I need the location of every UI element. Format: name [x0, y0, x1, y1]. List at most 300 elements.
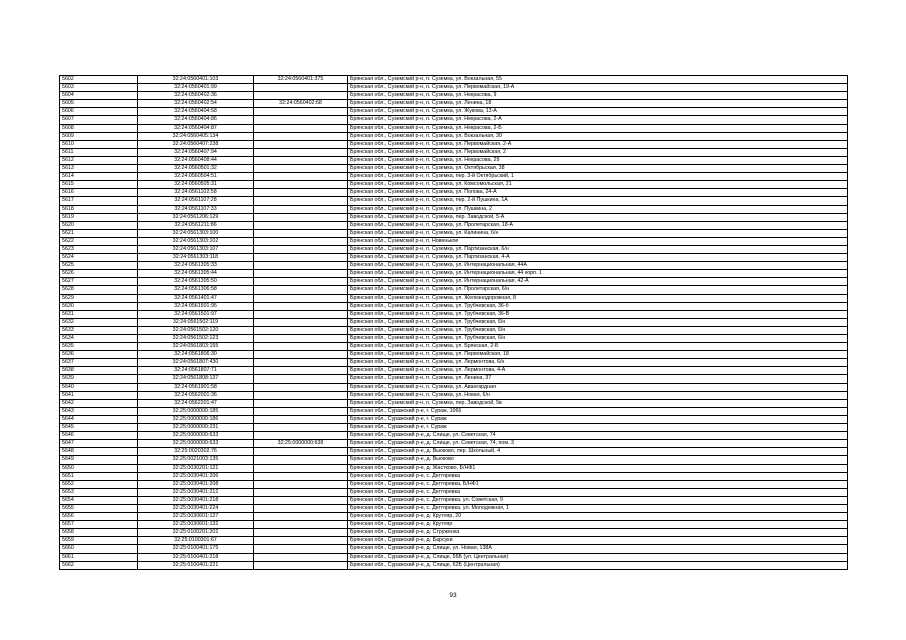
address-cell: Брянская обл., Суземский р-н, п. Суземка, ул. Пушкина, 2: [348, 205, 848, 213]
address-cell: Брянская обл., Суражский р-н, д. Слище, ул. Новая, 138А: [348, 545, 848, 553]
cadastral-number-cell: 32:24:0560402:36: [138, 92, 254, 100]
cadastral-number-cell: 32:25:0021003:135: [138, 456, 254, 464]
table-row: [60, 432, 848, 440]
cadastral-number-cell: 32:25:0030401:208: [138, 480, 254, 488]
table-row: [60, 415, 848, 423]
row-number-cell: 5635: [60, 343, 138, 351]
previous-number-cell: [254, 359, 348, 367]
table-row: [60, 343, 848, 351]
address-cell: Брянская обл., Суражский р-н, д. Слище, ул. Советская, 74: [348, 432, 848, 440]
cadastral-number-cell: 32:24:0560401:99: [138, 84, 254, 92]
row-number-cell: 5658: [60, 529, 138, 537]
address-cell: Брянская обл., Суземский р-н, п. Суземка, ул. Брянская, 2-Б: [348, 343, 848, 351]
row-number-cell: 5627: [60, 278, 138, 286]
cadastral-number-cell: 32:25:0100201:202: [138, 529, 254, 537]
cadastral-number-cell: 32:25:0030401:206: [138, 472, 254, 480]
address-cell: Брянская обл., Суражский р-н, д. Крутояр, 20: [348, 513, 848, 521]
table-row: [60, 480, 848, 488]
cadastral-number-cell: 32:25:0030601:127: [138, 513, 254, 521]
address-cell: Брянская обл., Суземский р-н, п. Суземка, ул. Некрасова, 2-А: [348, 116, 848, 124]
previous-number-cell: [254, 432, 348, 440]
cadastral-number-cell: 32:24:0561808:137: [138, 375, 254, 383]
table-row: [60, 561, 848, 569]
address-cell: Брянская обл., Суземский р-н, п. Суземка, ул. Трубчевская, 36-В: [348, 310, 848, 318]
cadastral-number-cell: 32:24:0561305:50: [138, 278, 254, 286]
address-cell: Брянская обл., Суражский р-н, д. Слище, ул. Советская, 74, пом. 3: [348, 440, 848, 448]
cadastral-number-cell: 32:24:0561803:155: [138, 343, 254, 351]
row-number-cell: 5602: [60, 76, 138, 84]
previous-number-cell: 32:24:0560402:68: [254, 100, 348, 108]
cadastral-number-cell: 32:25:0000000:633: [138, 440, 254, 448]
cadastral-number-cell: 32:24:0561807:71: [138, 367, 254, 375]
previous-number-cell: [254, 318, 348, 326]
address-cell: Брянская обл., Суземский р-н, п. Суземка, ул. Октябрьская, 38: [348, 165, 848, 173]
table-row: [60, 391, 848, 399]
previous-number-cell: [254, 229, 348, 237]
cadastral-number-cell: 32:24:0561401:47: [138, 294, 254, 302]
row-number-cell: 5647: [60, 440, 138, 448]
cadastral-number-cell: 32:24:0561807:430: [138, 359, 254, 367]
address-cell: Брянская обл., Суражский р-н, с. Дегтяревка, ул. Молодежная, 1: [348, 504, 848, 512]
row-number-cell: 5660: [60, 545, 138, 553]
previous-number-cell: [254, 472, 348, 480]
cadastral-number-cell: 32:24:0560404:58: [138, 108, 254, 116]
row-number-cell: 5632: [60, 318, 138, 326]
table-row: [60, 383, 848, 391]
previous-number-cell: [254, 116, 348, 124]
row-number-cell: 5642: [60, 399, 138, 407]
cadastral-number-cell: 32:24:0561206:129: [138, 213, 254, 221]
previous-number-cell: [254, 383, 348, 391]
address-cell: Брянская обл., Суражский р-н, д. Крутояр: [348, 521, 848, 529]
table-row: [60, 286, 848, 294]
row-number-cell: 5644: [60, 415, 138, 423]
table-row: [60, 84, 848, 92]
cadastral-number-cell: 32:24:0562201:47: [138, 399, 254, 407]
row-number-cell: 5662: [60, 561, 138, 569]
row-number-cell: 5626: [60, 270, 138, 278]
previous-number-cell: [254, 92, 348, 100]
row-number-cell: 5648: [60, 448, 138, 456]
row-number-cell: 5621: [60, 229, 138, 237]
cadastral-number-cell: 32:24:0561107:33: [138, 205, 254, 213]
previous-number-cell: [254, 424, 348, 432]
previous-number-cell: [254, 245, 348, 253]
table-row: [60, 537, 848, 545]
address-cell: Брянская обл., Суземский р-н, п. Суземка, ул. Новая, 6/н: [348, 391, 848, 399]
address-cell: Брянская обл., Суражский р-н, с. Дегтяревка: [348, 472, 848, 480]
previous-number-cell: [254, 173, 348, 181]
cadastral-number-cell: 32:24:0561502:123: [138, 335, 254, 343]
cadastral-number-cell: 32:25:0000000:231: [138, 424, 254, 432]
table-row: [60, 100, 848, 108]
address-cell: Брянская обл., Суземский р-н, п. Новенькое: [348, 237, 848, 245]
row-number-cell: 5661: [60, 553, 138, 561]
row-number-cell: 5622: [60, 237, 138, 245]
row-number-cell: 5656: [60, 513, 138, 521]
row-number-cell: 5639: [60, 375, 138, 383]
address-cell: Брянская обл., Суземский р-н, п. Суземка, ул. Некрасова, 29: [348, 156, 848, 164]
address-cell: Брянская обл., Суражский р-н, д. Жастково, Б/НФ1: [348, 464, 848, 472]
table-row: [60, 173, 848, 181]
cadastral-number-cell: 32:24:0561303:102: [138, 237, 254, 245]
row-number-cell: 5630: [60, 302, 138, 310]
row-number-cell: 5631: [60, 310, 138, 318]
table-row: [60, 375, 848, 383]
cadastral-number-cell: 32:24:0561901:58: [138, 383, 254, 391]
previous-number-cell: [254, 335, 348, 343]
previous-number-cell: [254, 513, 348, 521]
row-number-cell: 5638: [60, 367, 138, 375]
table-row: [60, 553, 848, 561]
previous-number-cell: [254, 407, 348, 415]
previous-number-cell: [254, 537, 348, 545]
cadastral-number-cell: 32:24:0561306:58: [138, 286, 254, 294]
address-cell: Брянская обл., Суземский р-н, п. Суземка, ул. Пролетарская, 6/н: [348, 286, 848, 294]
page-number: 93: [449, 592, 457, 599]
address-cell: Брянская обл., Суземский р-н, п. Суземка, ул. Лермонтова, 4-А: [348, 367, 848, 375]
row-number-cell: 5634: [60, 335, 138, 343]
cadastral-number-cell: 32:24:0561303:100: [138, 229, 254, 237]
address-cell: Брянская обл., Суземский р-н, п. Суземка, ул. Трубчевская, 6/н: [348, 318, 848, 326]
table-row: [60, 310, 848, 318]
previous-number-cell: [254, 310, 348, 318]
row-number-cell: 5628: [60, 286, 138, 294]
previous-number-cell: [254, 391, 348, 399]
table-row: [60, 156, 848, 164]
table-row: [60, 205, 848, 213]
table-row: [60, 124, 848, 132]
row-number-cell: 5655: [60, 504, 138, 512]
previous-number-cell: [254, 545, 348, 553]
row-number-cell: 5643: [60, 407, 138, 415]
cadastral-number-cell: 32:24:0560402:54: [138, 100, 254, 108]
previous-number-cell: [254, 375, 348, 383]
cadastral-number-cell: 32:25:0030401:224: [138, 504, 254, 512]
row-number-cell: 5619: [60, 213, 138, 221]
table-row: [60, 197, 848, 205]
row-number-cell: 5618: [60, 205, 138, 213]
address-cell: Брянская обл., Суражский р-н, с. Дегтяревка, Б/НФ1: [348, 480, 848, 488]
row-number-cell: 5606: [60, 108, 138, 116]
table-row: [60, 245, 848, 253]
table-row: [60, 488, 848, 496]
previous-number-cell: [254, 399, 348, 407]
previous-number-cell: [254, 189, 348, 197]
previous-number-cell: [254, 448, 348, 456]
previous-number-cell: 32:25:0000000:638: [254, 440, 348, 448]
row-number-cell: 5608: [60, 124, 138, 132]
address-cell: Брянская обл., Суземский р-н, п. Суземка, ул. Первомайская, 2: [348, 148, 848, 156]
address-cell: Брянская обл., Суземский р-н, п. Суземка, ул. Интернациональная, 44А: [348, 262, 848, 270]
row-number-cell: 5603: [60, 84, 138, 92]
address-cell: Брянская обл., Суземский р-н, п. Суземка, ул. Жукова, 13-А: [348, 108, 848, 116]
cadastral-number-cell: 32:24:0560408:44: [138, 156, 254, 164]
address-cell: Брянская обл., Суземский р-н, п. Суземка, пер. Заводской, 5в: [348, 399, 848, 407]
address-cell: Брянская обл., Суземский р-н, п. Суземка, ул. Железнодорожная, 8: [348, 294, 848, 302]
table-row: [60, 359, 848, 367]
address-cell: Брянская обл., Суражский р-н, с. Дегтяревка: [348, 488, 848, 496]
table-row: [60, 294, 848, 302]
table-row: [60, 326, 848, 334]
cadastral-number-cell: 32:25:0000000:185: [138, 407, 254, 415]
cadastral-number-cell: 32:24:0561211:86: [138, 221, 254, 229]
cadastral-number-cell: 32:25:0030201:121: [138, 464, 254, 472]
previous-number-cell: [254, 213, 348, 221]
cadastral-number-cell: 32:24:0561806:30: [138, 351, 254, 359]
address-cell: Брянская обл., Суземский р-н, п. Суземка, пер. Заводской, 5-А: [348, 213, 848, 221]
address-cell: Брянская обл., Суземский р-н, п. Суземка, ул. Пролетарская, 18-А: [348, 221, 848, 229]
previous-number-cell: [254, 553, 348, 561]
previous-number-cell: [254, 496, 348, 504]
previous-number-cell: [254, 367, 348, 375]
table-row: [60, 521, 848, 529]
previous-number-cell: [254, 132, 348, 140]
address-cell: Брянская обл., Суземский р-н, п. Суземка, ул. Трубчевская, 36-б: [348, 302, 848, 310]
table-row: [60, 76, 848, 84]
row-number-cell: 5629: [60, 294, 138, 302]
row-number-cell: 5641: [60, 391, 138, 399]
row-number-cell: 5620: [60, 221, 138, 229]
table-row: [60, 529, 848, 537]
address-cell: Брянская обл., Суземский р-н, п. Суземка, ул. Первомайская, 2-А: [348, 140, 848, 148]
table-row: [60, 165, 848, 173]
table-row: [60, 424, 848, 432]
table-row: [60, 448, 848, 456]
cadastral-number-cell: 32:25:0100301:67: [138, 537, 254, 545]
table-row: [60, 278, 848, 286]
table-row: [60, 262, 848, 270]
address-cell: Брянская обл., Суземский р-н, п. Суземка, ул. Трубчевская, 6/н: [348, 335, 848, 343]
table-row: [60, 213, 848, 221]
cadastral-number-cell: 32:24:0560504:51: [138, 173, 254, 181]
previous-number-cell: [254, 148, 348, 156]
address-cell: Брянская обл., Суземский р-н, п. Суземка, ул. Первомайская, 18: [348, 351, 848, 359]
previous-number-cell: [254, 237, 348, 245]
previous-number-cell: [254, 294, 348, 302]
table-row: [60, 140, 848, 148]
address-cell: Брянская обл., Суземский р-н, п. Суземка, ул. Попова, 24-А: [348, 189, 848, 197]
previous-number-cell: [254, 464, 348, 472]
row-number-cell: 5625: [60, 262, 138, 270]
previous-number-cell: [254, 415, 348, 423]
address-cell: Брянская обл., Суражский р-н, г. Сураж: [348, 424, 848, 432]
cadastral-number-cell: 32:24:0561501:97: [138, 310, 254, 318]
table-row: [60, 229, 848, 237]
previous-number-cell: [254, 561, 348, 569]
table-row: [60, 270, 848, 278]
row-number-cell: 5640: [60, 383, 138, 391]
cadastral-number-cell: 32:24:0561102:58: [138, 189, 254, 197]
table-row: [60, 504, 848, 512]
table-row: [60, 221, 848, 229]
row-number-cell: 5633: [60, 326, 138, 334]
previous-number-cell: 32:24:0560401:375: [254, 76, 348, 84]
address-cell: Брянская обл., Суземский р-н, п. Суземка, ул. Лермонтова, 6/н: [348, 359, 848, 367]
previous-number-cell: [254, 84, 348, 92]
previous-number-cell: [254, 140, 348, 148]
row-number-cell: 5650: [60, 464, 138, 472]
row-number-cell: 5645: [60, 424, 138, 432]
row-number-cell: 5610: [60, 140, 138, 148]
address-cell: Брянская обл., Суражский р-н, д. Вьюково, пер. Школьный, 4: [348, 448, 848, 456]
cadastral-number-cell: 32:24:0562001:36: [138, 391, 254, 399]
row-number-cell: 5617: [60, 197, 138, 205]
previous-number-cell: [254, 124, 348, 132]
previous-number-cell: [254, 286, 348, 294]
address-cell: Брянская обл., Суземский р-н, п. Суземка, ул. Авангардная: [348, 383, 848, 391]
registry-table-body: [60, 76, 848, 570]
previous-number-cell: [254, 343, 348, 351]
address-cell: Брянская обл., Суземский р-н, п. Суземка, пер. 2-й Пушкина, 1А: [348, 197, 848, 205]
previous-number-cell: [254, 205, 348, 213]
cadastral-number-cell: 32:24:0560501:32: [138, 165, 254, 173]
table-row: [60, 351, 848, 359]
cadastral-number-cell: 32:24:0560405:134: [138, 132, 254, 140]
table-row: [60, 472, 848, 480]
cadastral-number-cell: 32:24:0561502:119: [138, 318, 254, 326]
table-row: [60, 108, 848, 116]
address-cell: Брянская обл., Суземский р-н, п. Суземка, ул. Некрасова, 2-Б: [348, 124, 848, 132]
address-cell: Брянская обл., Суражский р-н, д. Слище, 62Б (Центральная): [348, 561, 848, 569]
cadastral-number-cell: 32:24:0560404:86: [138, 116, 254, 124]
previous-number-cell: [254, 270, 348, 278]
row-number-cell: 5614: [60, 173, 138, 181]
row-number-cell: 5637: [60, 359, 138, 367]
table-row: [60, 237, 848, 245]
cadastral-number-cell: 32:24:0560505:31: [138, 181, 254, 189]
address-cell: Брянская обл., Суражский р-н, д. Барсуки: [348, 537, 848, 545]
address-cell: Брянская обл., Суземский р-н, п. Суземка, ул. Ленина, 37: [348, 375, 848, 383]
row-number-cell: 5654: [60, 496, 138, 504]
cadastral-number-cell: 32:25:0100401:175: [138, 545, 254, 553]
address-cell: Брянская обл., Суземский р-н, п. Суземка, ул. Ленина, 18: [348, 100, 848, 108]
row-number-cell: 5646: [60, 432, 138, 440]
previous-number-cell: [254, 165, 348, 173]
previous-number-cell: [254, 480, 348, 488]
table-row: [60, 92, 848, 100]
table-row: [60, 513, 848, 521]
row-number-cell: 5613: [60, 165, 138, 173]
previous-number-cell: [254, 181, 348, 189]
address-cell: Брянская обл., Суземский р-н, п. Суземка, ул. Партизанская, 4-А: [348, 254, 848, 262]
previous-number-cell: [254, 504, 348, 512]
row-number-cell: 5615: [60, 181, 138, 189]
address-cell: Брянская обл., Суражский р-н, д. Струженка: [348, 529, 848, 537]
cadastral-number-cell: 32:24:0561502:120: [138, 326, 254, 334]
row-number-cell: 5607: [60, 116, 138, 124]
table-row: [60, 189, 848, 197]
address-cell: Брянская обл., Суражский р-н, д. Слище, 56Б (ул. Центральная): [348, 553, 848, 561]
row-number-cell: 5609: [60, 132, 138, 140]
table-row: [60, 367, 848, 375]
previous-number-cell: [254, 488, 348, 496]
address-cell: Брянская обл., Суражский р-н, г. Сураж: [348, 415, 848, 423]
address-cell: Брянская обл., Суземский р-н, п. Суземка, ул. Партизанская, 6/н: [348, 245, 848, 253]
cadastral-number-cell: 32:25:0030401:212: [138, 488, 254, 496]
cadastral-number-cell: 32:25:0100401:218: [138, 553, 254, 561]
address-cell: Брянская обл., Суземский р-н, п. Суземка, ул. Интернациональная, 44 корп. 1: [348, 270, 848, 278]
table-row: [60, 181, 848, 189]
cadastral-number-cell: 32:25:0000000:633: [138, 432, 254, 440]
table-row: [60, 399, 848, 407]
row-number-cell: 5652: [60, 480, 138, 488]
table-row: [60, 464, 848, 472]
row-number-cell: 5657: [60, 521, 138, 529]
table-row: [60, 440, 848, 448]
row-number-cell: 5651: [60, 472, 138, 480]
row-number-cell: 5611: [60, 148, 138, 156]
address-cell: Брянская обл., Суземский р-н, п. Суземка, ул. Интернациональная, 42-А: [348, 278, 848, 286]
row-number-cell: 5624: [60, 254, 138, 262]
address-cell: Брянская обл., Суражский р-н, д. Вьюково: [348, 456, 848, 464]
cadastral-number-cell: 32:25:0100401:221: [138, 561, 254, 569]
cadastral-number-cell: 32:24:0560401:103: [138, 76, 254, 84]
table-row: [60, 407, 848, 415]
cadastral-number-cell: 32:25:0030601:132: [138, 521, 254, 529]
previous-number-cell: [254, 254, 348, 262]
previous-number-cell: [254, 197, 348, 205]
table-row: [60, 116, 848, 124]
address-cell: Брянская обл., Суражский р-н, с. Дегтяревка, ул. Советская, 9: [348, 496, 848, 504]
cadastral-number-cell: 32:24:0560407:238: [138, 140, 254, 148]
previous-number-cell: [254, 351, 348, 359]
table-row: [60, 132, 848, 140]
cadastral-number-cell: 32:25:0030401:218: [138, 496, 254, 504]
cadastral-number-cell: 32:24:0561305:44: [138, 270, 254, 278]
address-cell: Брянская обл., Суземский р-н, п. Суземка, пер. 3-й Октябрьский, 1: [348, 173, 848, 181]
row-number-cell: 5616: [60, 189, 138, 197]
row-number-cell: 5612: [60, 156, 138, 164]
address-cell: Брянская обл., Суземский р-н, п. Суземка, ул. Первомайская, 19-А: [348, 84, 848, 92]
address-cell: Брянская обл., Суземский р-н, п. Суземка, ул. Трубчевская, 6/н: [348, 326, 848, 334]
previous-number-cell: [254, 521, 348, 529]
row-number-cell: 5605: [60, 100, 138, 108]
address-cell: Брянская обл., Суземский р-н, п. Суземка, ул. Калинина, 6/н: [348, 229, 848, 237]
address-cell: Брянская обл., Суземский р-н, п. Суземка, ул. Вокзальная, 30: [348, 132, 848, 140]
registry-sheet: [59, 75, 847, 570]
address-cell: Брянская обл., Суземский р-н, п. Суземка, ул. Вокзальная, 55: [348, 76, 848, 84]
row-number-cell: 5659: [60, 537, 138, 545]
cadastral-number-cell: 32:24:0560404:87: [138, 124, 254, 132]
row-number-cell: 5623: [60, 245, 138, 253]
previous-number-cell: [254, 529, 348, 537]
table-row: [60, 254, 848, 262]
table-row: [60, 318, 848, 326]
registry-table: [59, 75, 848, 570]
table-row: [60, 335, 848, 343]
previous-number-cell: [254, 262, 348, 270]
cadastral-number-cell: 32:25:0000000:186: [138, 415, 254, 423]
cadastral-number-cell: 32:24:0561303:118: [138, 254, 254, 262]
cadastral-number-cell: 32:24:0561303:107: [138, 245, 254, 253]
previous-number-cell: [254, 456, 348, 464]
address-cell: Брянская обл., Суражский р-н, г. Сураж, 1066: [348, 407, 848, 415]
cadastral-number-cell: 32:25:0020302:76: [138, 448, 254, 456]
row-number-cell: 5653: [60, 488, 138, 496]
address-cell: Брянская обл., Суземский р-н, п. Суземка, ул. Комсомольская, 21: [348, 181, 848, 189]
address-cell: Брянская обл., Суземский р-н, п. Суземка, ул. Некрасова, 9: [348, 92, 848, 100]
cadastral-number-cell: 32:24:0561305:33: [138, 262, 254, 270]
row-number-cell: 5649: [60, 456, 138, 464]
table-row: [60, 545, 848, 553]
previous-number-cell: [254, 221, 348, 229]
previous-number-cell: [254, 302, 348, 310]
previous-number-cell: [254, 278, 348, 286]
previous-number-cell: [254, 156, 348, 164]
row-number-cell: 5636: [60, 351, 138, 359]
table-row: [60, 302, 848, 310]
